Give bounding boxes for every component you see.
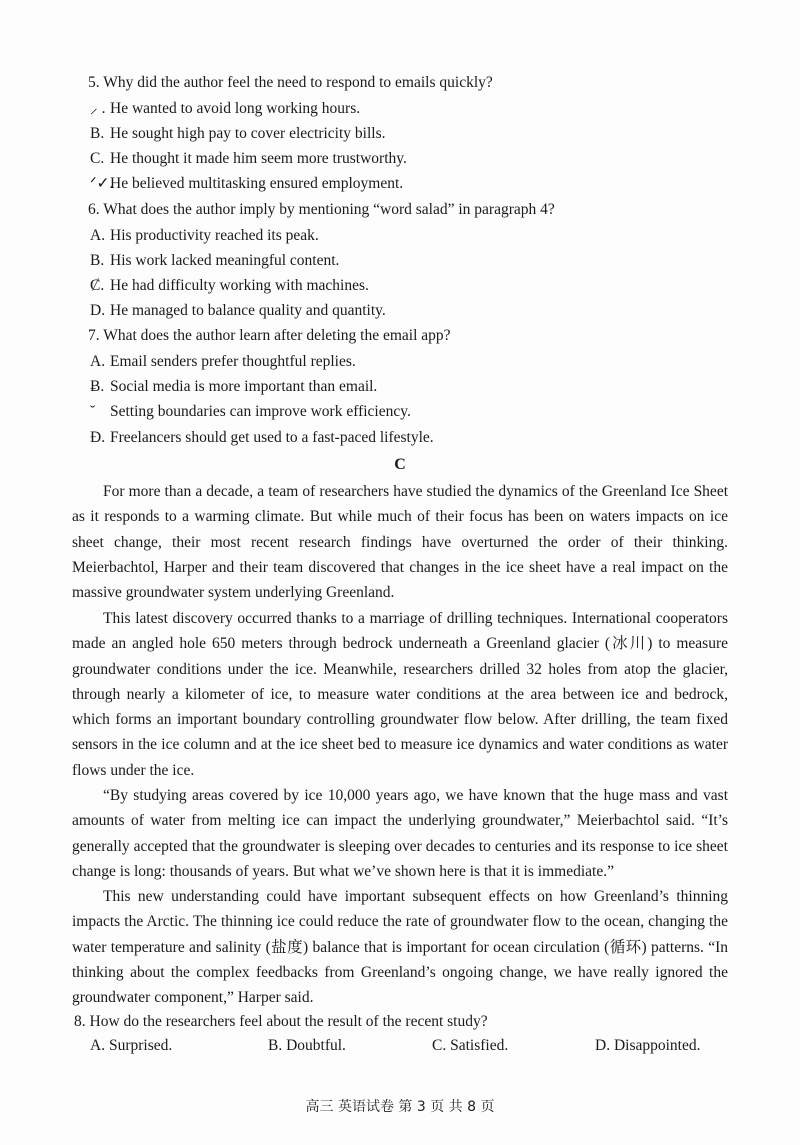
option-text: He sought high pay to cover electricity bills. [110, 125, 386, 142]
question-7-stem: 7. What does the author learn after deleting the email app? [88, 327, 451, 344]
option-marker: A. [90, 353, 106, 370]
option-text: He believed multitasking ensured employment. [110, 175, 404, 192]
option-marker: Ƀ. [90, 378, 105, 395]
option-marker: ᐟ✓. [90, 175, 114, 192]
passage-paragraph-4: This new understanding could have important subsequent effects on how Greenland’s thinning impacts the Arctic. The thinning ice could reduce the rate of groundwater flow to the ocean, changing the water temperature and salinity (盐度) balance that is important for ocean circulation (循环) patterns. “In thinking about the complex feedbacks from Greenland’s ongoing change, we have really ignored the groundwater component,” Harper said. [72, 888, 728, 1007]
question-8-options [90, 1037, 730, 1059]
passage-title: C [394, 456, 406, 473]
question-8-option-c: C. Satisfied. [432, 1037, 509, 1054]
question-6-option-d [88, 301, 386, 321]
question-7-option-a [88, 352, 356, 372]
option-text: His work lacked meaningful content. [110, 252, 340, 269]
question-7-option-c [88, 402, 411, 422]
passage-paragraph-3: “By studying areas covered by ice 10,000 years ago, we have known that the huge mass and vast amounts of water from melting ice can impact the underlying groundwater,” Meierbachtol said. “It’s generally accepted that the groundwater is sleeping over decades to centuries and its response to ice sheet change is long: thousands of years. But what we’ve shown here is that it is immediate.” [72, 787, 728, 880]
page-footer: 高三 英语试卷 第 3 页 共 8 页 [305, 1099, 495, 1115]
option-marker: B. [90, 125, 105, 142]
option-text: He thought it made him seem more trustworthy. [110, 150, 407, 167]
question-7-option-b [88, 377, 377, 397]
option-text: He wanted to avoid long working hours. [110, 100, 361, 117]
question-5-stem: 5. Why did the author feel the need to respond to emails quickly? [88, 74, 493, 91]
option-marker: D. [90, 302, 106, 319]
option-text: Setting boundaries can improve work efficiency. [110, 403, 411, 420]
option-text: Freelancers should get used to a fast-paced lifestyle. [110, 429, 434, 446]
question-6-option-a [88, 226, 319, 246]
option-text: Social media is more important than email. [110, 378, 378, 395]
option-marker: Ð. [90, 429, 106, 446]
option-text: He managed to balance quality and quantity. [110, 302, 386, 319]
question-8-option-a: A. Surprised. [90, 1037, 173, 1054]
option-marker: B. [90, 252, 105, 269]
question-7-option-d [88, 428, 434, 448]
option-text: Email senders prefer thoughtful replies. [110, 353, 356, 370]
option-marker: C. [90, 150, 105, 167]
option-marker: ˘ [90, 403, 96, 420]
question-8-option-b: B. Doubtful. [268, 1037, 346, 1054]
question-5-option-b [88, 124, 386, 144]
question-6-stem: 6. What does the author imply by mentioning “word salad” in paragraph 4? [88, 201, 555, 218]
option-text: His productivity reached its peak. [110, 227, 319, 244]
question-8-stem: 8. How do the researchers feel about the result of the recent study? [74, 1013, 488, 1030]
question-5-option-c [88, 149, 407, 169]
question-6-option-c [88, 276, 369, 296]
question-5-option-a [88, 99, 360, 119]
question-6-option-b [88, 251, 339, 271]
passage-paragraph-2: This latest discovery occurred thanks to a marriage of drilling techniques. International cooperators made an angled hole 650 meters through bedrock underneath a Greenland glacier (冰川) to measure groundwater conditions under the ice. Meanwhile, researchers drilled 32 holes from atop the glacier, through nearly a kilometer of ice, to measure water conditions at the area between ice and bedrock, which forms an important boundary controlling groundwater flow below. After drilling, the team fixed sensors in the ice column and at the ice sheet bed to measure ice dynamics and water conditions as water flows under the ice. [72, 610, 728, 779]
question-5-option-d [88, 174, 403, 194]
option-text: He had difficulty working with machines. [110, 277, 369, 294]
option-marker: ⸝ . [90, 100, 106, 117]
passage-paragraph-1: For more than a decade, a team of researchers have studied the dynamics of the Greenland Ice Sheet as it responds to a warming climate. But while much of their focus has been on waters impacts on ice sheet change, their most recent research findings have overturned the order of their thinking. Meierbachtol, Harper and their team discovered that changes in the ice sheet have a real impact on the massive groundwater system underlying Greenland. [72, 483, 728, 602]
option-marker: A. [90, 227, 106, 244]
question-8-option-d: D. Disappointed. [595, 1037, 701, 1054]
option-marker: Ȼ. [90, 277, 105, 294]
